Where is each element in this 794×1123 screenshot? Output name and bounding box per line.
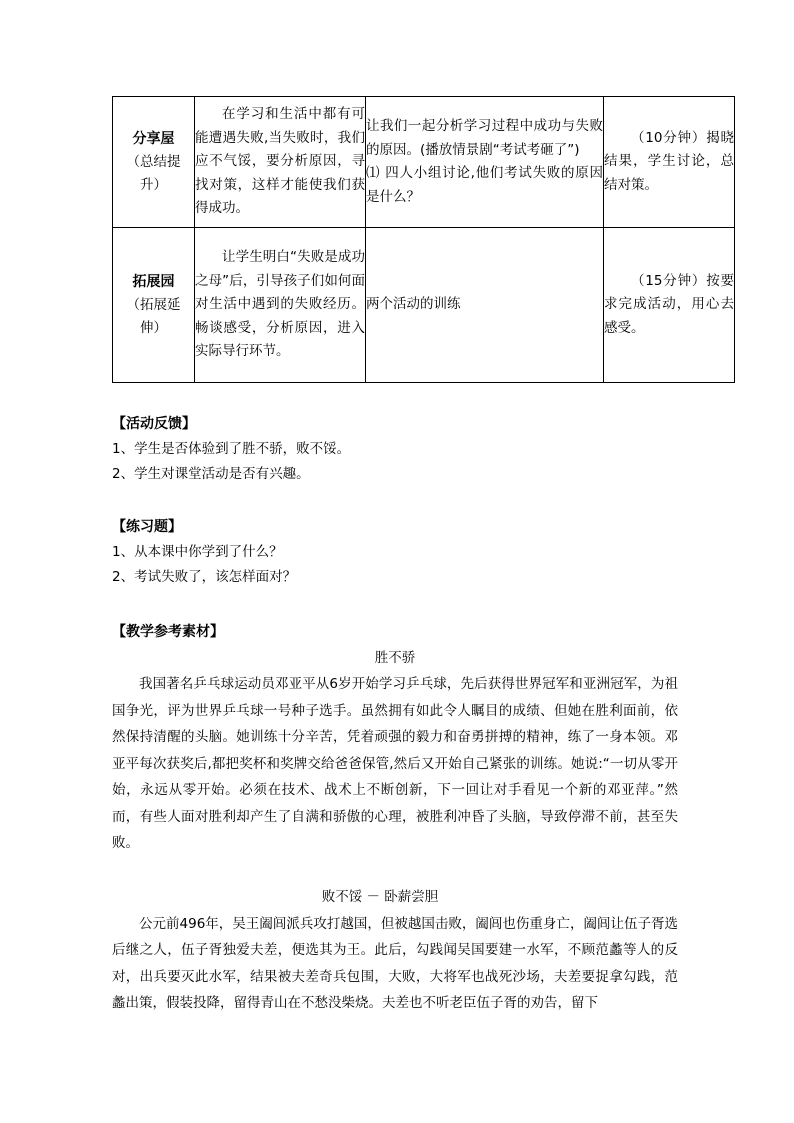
process-text: ⑴ 四人小组讨论,他们考试失败的原因是什么？ [366, 165, 603, 205]
process-cell [366, 97, 604, 228]
table-row [113, 228, 735, 383]
section-heading: 【活动反馈】 [112, 416, 196, 432]
stage-cell [113, 97, 195, 228]
goal-cell: 让学生明白“失败是成功之母”后，引导孩子们如何面对生活中遇到的失败经历。畅谈感受，分析原因，进入实际导行环节。 [195, 228, 366, 383]
stage-name: 拓展园 [132, 273, 175, 290]
reference-section [112, 620, 678, 1017]
story-paragraph: 公元前496年，吴王阖闾派兵攻打越国，但被越国击败，阖闾也伤重身亡，阖闾让伍子胥选后继之人，伍子胥独爱夫差，便选其为王。此后，勾践闻吴国要建一水军，不顾范蠡等人的反对，出兵要灭此水军，结果被夫差奇兵包围，大败，大将军也战死沙场，夫差要捉拿勾践，范蠡出策，假装投降，留得青山在不愁没柴烧。夫差也不听老臣伍子胥的劝告，留下 [112, 915, 678, 1011]
list-item: 1、学生是否体验到了胜不骄，败不馁。 [112, 441, 351, 457]
list-item: 1、从本课中你学到了什么？ [112, 544, 283, 560]
list-item: 2、考试失败了，该怎样面对？ [112, 569, 297, 585]
lesson-plan-table [112, 96, 735, 383]
list-item: 2、学生对课堂活动是否有兴趣。 [112, 466, 310, 482]
stage-subtitle: （总结提升） [126, 153, 181, 193]
story-paragraph: 我国著名乒乓球运动员邓亚平从6岁开始学习乒乓球，先后获得世界冠军和亚洲冠军，为祖国争光，评为世界乒乓球一号种子选手。虽然拥有如此令人瞩目的成绩、但她在胜利面前，依然保持清醒的头脑。她训练十分辛苦，凭着顽强的毅力和奋勇拼搏的精神，练了一身本领。邓亚平每次获奖后,都把奖杯和奖牌交给爸爸保管,然后又开始自己紧张的训练。她说:“一切从零开始，永远从零开始。必须在技术、战术上不断创新，下一回让对手看见一个新的邓亚萍。”然而，有些人面对胜利却产生了自满和骄傲的心理，被胜利冲昏了头脑，导致停滞不前，甚至失败。 [112, 676, 678, 851]
student-activity-cell: （15分钟）按要求完成活动，用心去感受。 [604, 228, 735, 383]
goal-cell: 在学习和生活中都有可能遭遇失败,当失败时，我们应不气馁，要分析原因，寻找对策，这样才能使我们获得成功。 [195, 97, 366, 228]
section-heading: 【练习题】 [112, 519, 182, 535]
stage-cell [113, 228, 195, 383]
story-title: 败不馁 － 卧薪尝胆 [321, 888, 439, 905]
story-title: 胜不骄 [374, 650, 416, 666]
process-text: 让我们一起分析学习过程中成功与失败的原因。(播放情景剧“考试考砸了”) [366, 118, 603, 158]
section-heading: 【教学参考素材】 [112, 624, 224, 640]
feedback-section [112, 412, 682, 487]
stage-name: 分享屋 [132, 130, 175, 147]
process-cell: 两个活动的训练 [366, 228, 604, 383]
exercise-section [112, 515, 682, 590]
table-row [113, 97, 735, 228]
student-activity-cell: （10分钟）揭晓结果，学生讨论，总结对策。 [604, 97, 735, 228]
stage-subtitle: （拓展延伸） [126, 296, 181, 336]
